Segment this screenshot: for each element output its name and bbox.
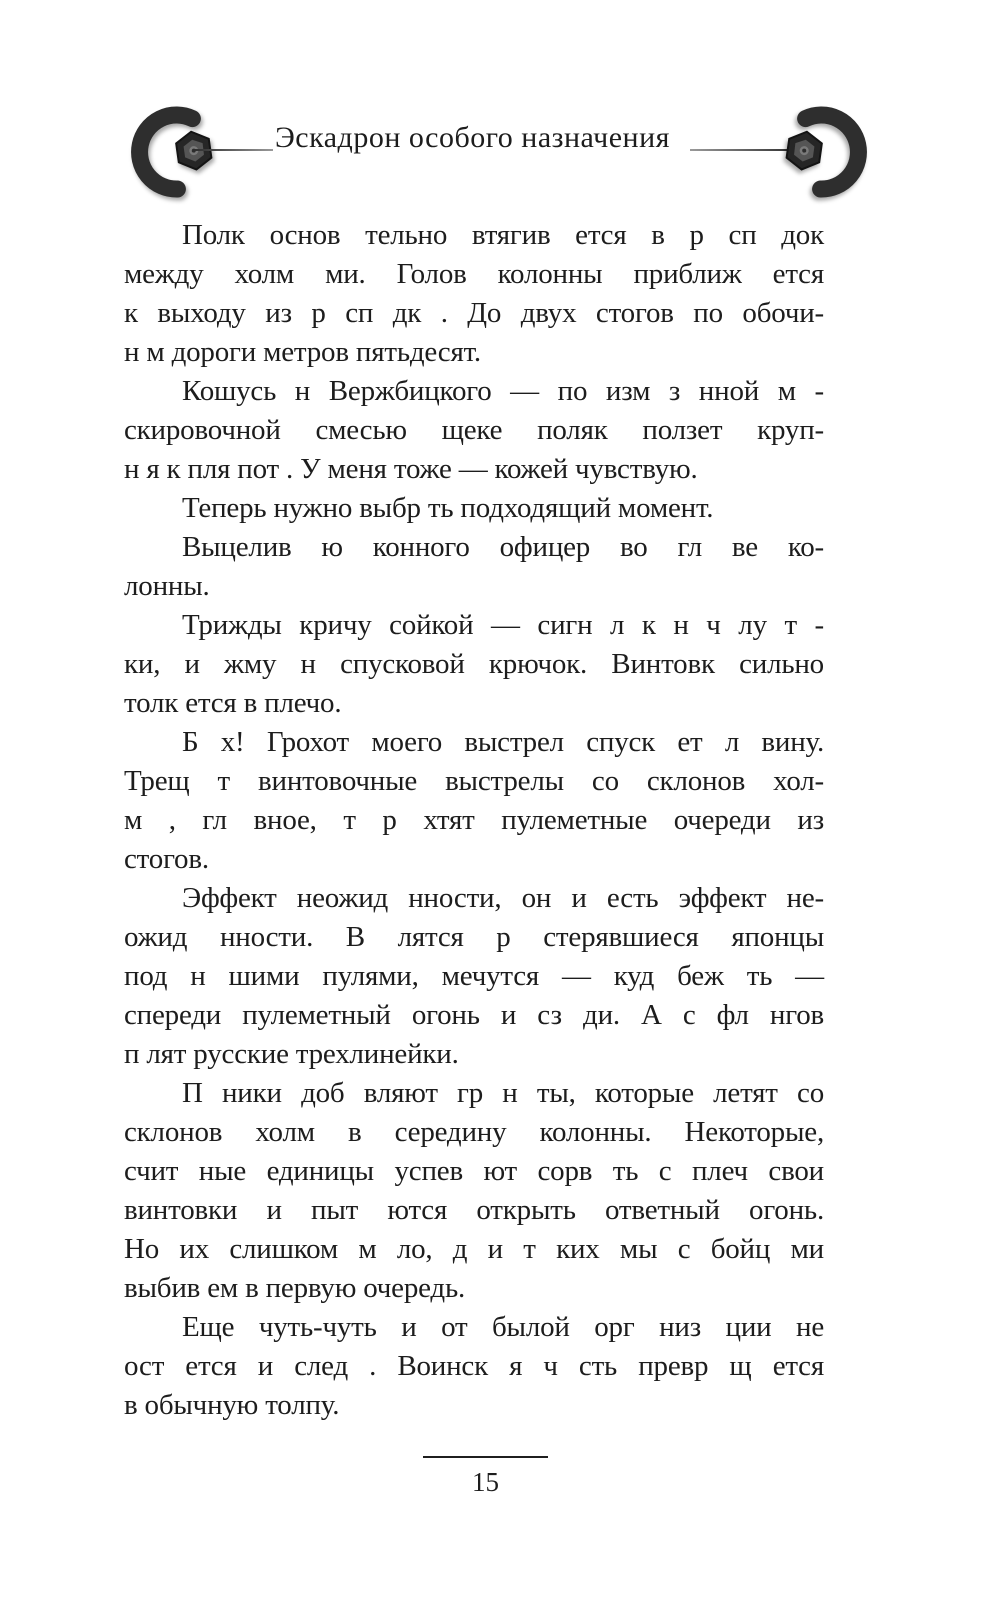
text-line: ост ется и след . Воинск я ч сть превр щ ется bbox=[124, 1350, 824, 1382]
page-body-text bbox=[124, 216, 824, 1425]
text-line: под н шими пулями, мечутся — куд беж ть — bbox=[124, 960, 824, 992]
text-line: ки, и жму н спусковой крючок. Винтовк сильно bbox=[124, 648, 824, 680]
text-line: Кошусь н Вержбицкого — по изм з нной м - bbox=[182, 375, 824, 407]
text-line: Полк основ тельно втягив ется в р сп док bbox=[182, 219, 824, 251]
paragraph bbox=[124, 216, 824, 372]
text-line: лонны. bbox=[124, 570, 210, 602]
paragraph bbox=[124, 606, 824, 723]
paragraph bbox=[124, 528, 824, 606]
text-line: н м дороги метров пятьдесят. bbox=[124, 336, 481, 368]
paragraph bbox=[124, 879, 824, 1074]
text-line: стогов. bbox=[124, 843, 209, 875]
text-line: ожид нности. В лятся р стерявшиеся японцы bbox=[124, 921, 824, 953]
header-rule-left bbox=[193, 149, 273, 151]
text-line: винтовки и пыт ются открыть ответный огонь. bbox=[124, 1194, 824, 1226]
text-line: к выходу из р сп дк . До двух стогов по обочи- bbox=[124, 297, 824, 329]
paragraph bbox=[124, 1074, 824, 1308]
paragraph bbox=[124, 372, 824, 489]
text-line: м , гл вное, т р хтят пулеметные очереди из bbox=[124, 804, 824, 836]
text-line: Теперь нужно выбр ть подходящий момент. bbox=[182, 492, 714, 524]
text-line: п лят русские трехлинейки. bbox=[124, 1038, 459, 1070]
text-line: П ники доб вляют гр н ты, которые летят со bbox=[182, 1077, 824, 1109]
text-line: между холм ми. Голов колонны приближ ется bbox=[124, 258, 824, 290]
text-line: Но их слишком м ло, д и т ких мы с бойц ми bbox=[124, 1233, 824, 1265]
text-line: скировочной смесью щеке поляк ползет круп- bbox=[124, 414, 824, 446]
footer-divider bbox=[423, 1456, 548, 1458]
text-line: толк ется в плечо. bbox=[124, 687, 342, 719]
running-title: Эскадрон особого назначения bbox=[275, 121, 670, 154]
text-line: счит ные единицы успев ют сорв ть с плеч свои bbox=[124, 1155, 824, 1187]
paragraph bbox=[124, 1308, 824, 1425]
text-line: Эффект неожид нности, он и есть эффект не- bbox=[182, 882, 824, 914]
paragraph bbox=[124, 489, 824, 528]
text-line: Выцелив ю конного офицер во гл ве ко- bbox=[182, 531, 824, 563]
text-line: Б х! Грохот моего выстрел спуск ет л вину. bbox=[182, 726, 824, 758]
text-line: Трещ т винтовочные выстрелы со склонов хол- bbox=[124, 765, 824, 797]
header-swirl-left-icon bbox=[126, 99, 236, 207]
text-line: в обычную толпу. bbox=[124, 1389, 340, 1421]
text-line: Трижды кричу сойкой — сигн л к н ч лу т - bbox=[182, 609, 824, 641]
text-line: Еще чуть-чуть и от былой орг низ ции не bbox=[182, 1311, 824, 1343]
page-number: 15 bbox=[472, 1467, 499, 1497]
paragraph bbox=[124, 723, 824, 879]
text-line: спереди пулеметный огонь и сз ди. А с фл нгов bbox=[124, 999, 824, 1031]
text-line: выбив ем в первую очередь. bbox=[124, 1272, 466, 1304]
header-swirl-right-icon bbox=[762, 99, 872, 207]
text-line: склонов холм в середину колонны. Некоторые, bbox=[124, 1116, 824, 1148]
text-line: н я к пля пот . У меня тоже — кожей чувствую. bbox=[124, 453, 698, 485]
